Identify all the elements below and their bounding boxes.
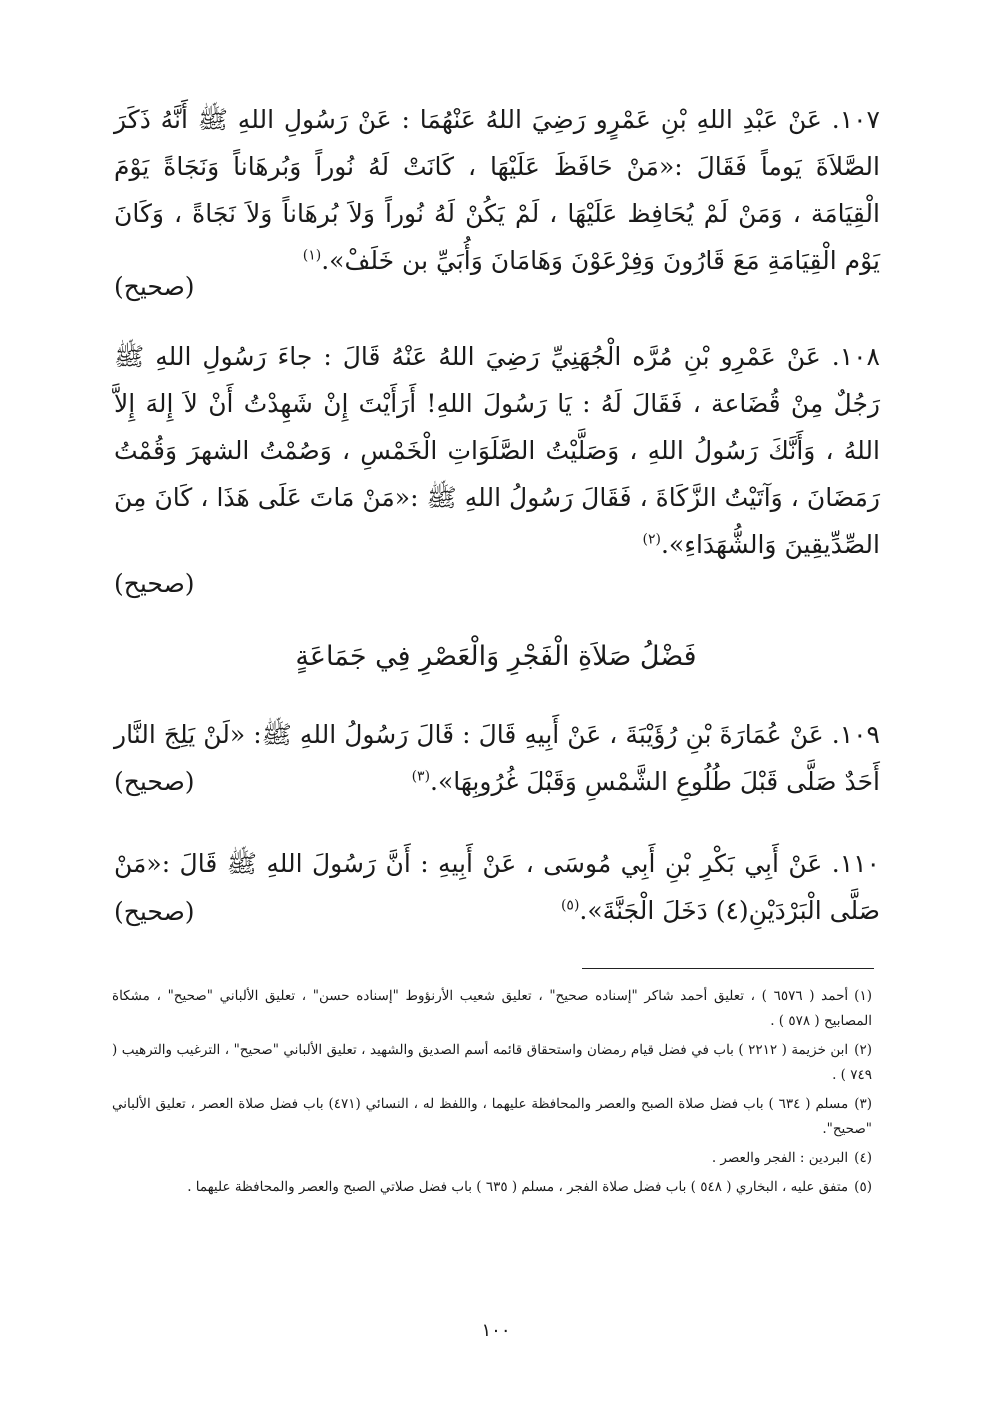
footnote-text: متفق عليه ، البخاري ( ٥٤٨ ) باب فضل صلاة الفجر ، مسلم ( ٦٣٥ ) باب فضل صلاتي الصبح والعصر والمحافظة عليهما . (187, 1179, 849, 1195)
footnote-5 (112, 1175, 872, 1200)
footnote-number: (٣) (854, 1096, 873, 1112)
footnote-separator (582, 968, 874, 969)
footnote-4 (112, 1146, 872, 1171)
footnote-text: مسلم ( ٦٣٤ ) باب فضل صلاة الصبح والعصر والمحافظة عليهما ، واللفظ له ، النسائي (٤٧١) باب فضل صلاة العصر ، تعليق الألباني "صحيح". (112, 1096, 872, 1137)
hadith-107 (114, 96, 880, 284)
hadith-110-grade: (صحيح) (114, 897, 195, 926)
footnote-number: (٤) (854, 1150, 872, 1166)
footnote-ref-3[interactable]: (٣) (411, 768, 431, 785)
hadith-109-text: ١٠٩. عَنْ عُمَارَةَ بْنِ رُؤَيْبَةَ ، عَنْ أَبِيهِ قَالَ : قَالَ رَسُولُ اللهِ ﷺ: «لَنْ يَلِجَ النَّار أَحَدٌ صَلَّى قَبْلَ طُلُوعِ الشَّمْسِ وَقَبْلَ غُرُوبِهَا». (114, 720, 880, 796)
footnote-text: أحمد ( ٦٥٧٦ ) ، تعليق أحمد شاكر "إسناده صحيح" ، تعليق شعيب الأرنؤوط "إسناده حسن" ، تعليق الألباني "صحيح" ، مشكاة المصابيح ( ٥٧٨ ) . (112, 988, 872, 1029)
hadith-110 (114, 840, 880, 934)
page-number: ١٠٠ (481, 1320, 511, 1341)
section-heading: فَضْلُ صَلاَةِ الْفَجْرِ وَالْعَصْرِ فِي جَمَاعَةٍ (295, 641, 697, 672)
footnote-number: (١) (854, 988, 872, 1004)
hadith-108-text: ١٠٨. عَنْ عَمْرِو بْنِ مُرَّه الْجُهَنِيِّ رَضِيَ اللهُ عَنْهُ قَالَ : جاءَ رَسُولِ اللهِ ﷺ رَجُلٌ مِنْ قُضَاعة ، فَقَالَ لَهُ : يَا رَسُولَ اللهِ! أَرَأَيْتَ إِنْ شَهِدْتُ أَنْ لاَ إِلهَ إِلاَّ اللهُ ، وَأَنَّكَ رَسُولُ اللهِ ، وَصَلَّيْتُ الصَّلَوَاتِ الْخَمْسِ ، وَصُمْتُ الشهرَ وَقُمْتُ رَمَضَانَ ، وَآتَيْتُ الزَّكَاةَ ، فَقَالَ رَسُولُ اللهِ ﷺ :«مَنْ مَاتَ عَلَى هَذَا ، كَانَ مِنَ الصِّدِّيقِينَ وَالشُّهَدَاءِ». (114, 342, 880, 559)
hadith-109 (114, 711, 880, 805)
hadith-107-text: ١٠٧. عَنْ عَبْدِ اللهِ بْنِ عَمْرٍو رَضِيَ اللهُ عَنْهُمَا : عَنْ رَسُولِ اللهِ ﷺ أَنَّهُ ذَكَرَ الصَّلاَةَ يَوماً فَقَالَ :«مَنْ حَافَظَ عَلَيْهَا ، كَانَتْ لَهُ نُوراً وَبُرهَاناً وَنَجَاةً يَوْمَ الْقِيَامَة ، وَمَنْ لَمْ يُحَافِظ عَلَيْهَا ، لَمْ يَكُنْ لَهُ نُوراً وَلاَ بُرهَاناً وَلاَ نَجَاةً ، وَكَانَ يَوْم الْقِيَامَةِ مَعَ قَارُونَ وَفِرْعَوْنَ وَهَامَانَ وَأُبَيِّ بن خَلَفْ». (114, 105, 880, 275)
footnote-ref-5[interactable]: (٥) (560, 897, 580, 914)
footnote-ref-1[interactable]: (١) (302, 247, 322, 264)
footnote-2 (112, 1038, 872, 1088)
hadith-108 (114, 333, 880, 568)
footnotes (112, 984, 872, 1204)
footnote-3 (112, 1092, 872, 1142)
footnote-number: (٥) (854, 1179, 872, 1195)
footnote-number: (٢) (854, 1042, 872, 1058)
hadith-110-text: ١١٠. عَنْ أَبِي بَكْرِ بْنِ أَبِي مُوسَى ، عَنْ أَبِيهِ : أَنَّ رَسُولَ اللهِ ﷺ قَالَ :«مَنْ صَلَّى الْبَرْدَيْنِ(٤) دَخَلَ الْجَنَّةَ». (114, 849, 880, 925)
hadith-108-grade: (صحيح) (114, 569, 195, 598)
hadith-109-grade: (صحيح) (114, 767, 195, 796)
hadith-107-grade: (صحيح) (114, 272, 195, 301)
footnote-1 (112, 984, 872, 1034)
footnote-ref-2[interactable]: (٢) (642, 531, 661, 548)
footnote-text: البردين : الفجر والعصر . (711, 1150, 849, 1166)
footnote-text: ابن خزيمة ( ٢٢١٢ ) باب في فضل قيام رمضان واستحقاق قائمه أسم الصديق والشهيد ، تعليق الألباني "صحيح" ، الترغيب والترهيب ( ٧٤٩ ) . (112, 1042, 872, 1083)
